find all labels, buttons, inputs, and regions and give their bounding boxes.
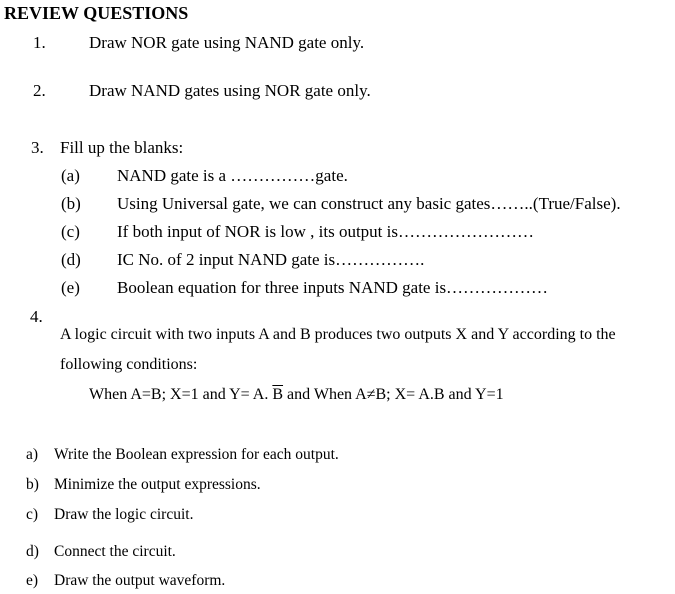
task-d-label: d) <box>26 543 39 560</box>
task-b-text: Minimize the output expressions. <box>54 476 261 493</box>
task-d-text: Connect the circuit. <box>54 543 176 560</box>
task-e-text: Draw the output waveform. <box>54 572 226 589</box>
blank-a-label: (a) <box>61 166 80 185</box>
task-c-label: c) <box>26 506 39 523</box>
task-e-label: e) <box>26 572 39 589</box>
blank-c-label: (c) <box>61 222 80 241</box>
condition-part-1: When A=B; X=1 and Y= A. <box>89 386 273 403</box>
question-1-text: Draw NOR gate using NAND gate only. <box>89 33 365 52</box>
blank-e-label: (e) <box>61 278 80 297</box>
task-a-text: Write the Boolean expression for each output. <box>54 446 339 463</box>
question-4-line-2: following conditions: <box>60 356 198 373</box>
task-b-label: b) <box>26 476 39 493</box>
page-title: REVIEW QUESTIONS <box>4 3 189 23</box>
blank-c-text: If both input of NOR is low , its output is…………………… <box>117 222 534 241</box>
question-4-conditions <box>89 387 504 403</box>
question-4-line-1: A logic circuit with two inputs A and B produces two outputs X and Y according to the <box>60 326 616 343</box>
b-bar: $\overline{B}$ <box>272 386 284 403</box>
blank-d-text: IC No. of 2 input NAND gate is……………. <box>117 250 425 269</box>
task-c-text: Draw the logic circuit. <box>54 506 194 523</box>
question-4-number: 4. <box>30 307 43 326</box>
blank-b-text: Using Universal gate, we can construct any basic gates……..(True/False). <box>117 194 621 213</box>
task-a-label: a) <box>26 446 39 463</box>
condition-part-2: and When A≠B; X= A.B and Y=1 <box>283 386 504 403</box>
blank-d-label: (d) <box>61 250 81 269</box>
blank-b-label: (b) <box>61 194 81 213</box>
question-3-number: 3. <box>31 138 44 157</box>
question-2-number: 2. <box>33 81 46 100</box>
question-1-number: 1. <box>33 33 46 52</box>
question-3-text: Fill up the blanks: <box>60 138 184 157</box>
blank-a-text: NAND gate is a ……………gate. <box>117 166 348 185</box>
question-2-text: Draw NAND gates using NOR gate only. <box>89 81 371 100</box>
blank-e-text: Boolean equation for three inputs NAND gate is……………… <box>117 278 549 297</box>
